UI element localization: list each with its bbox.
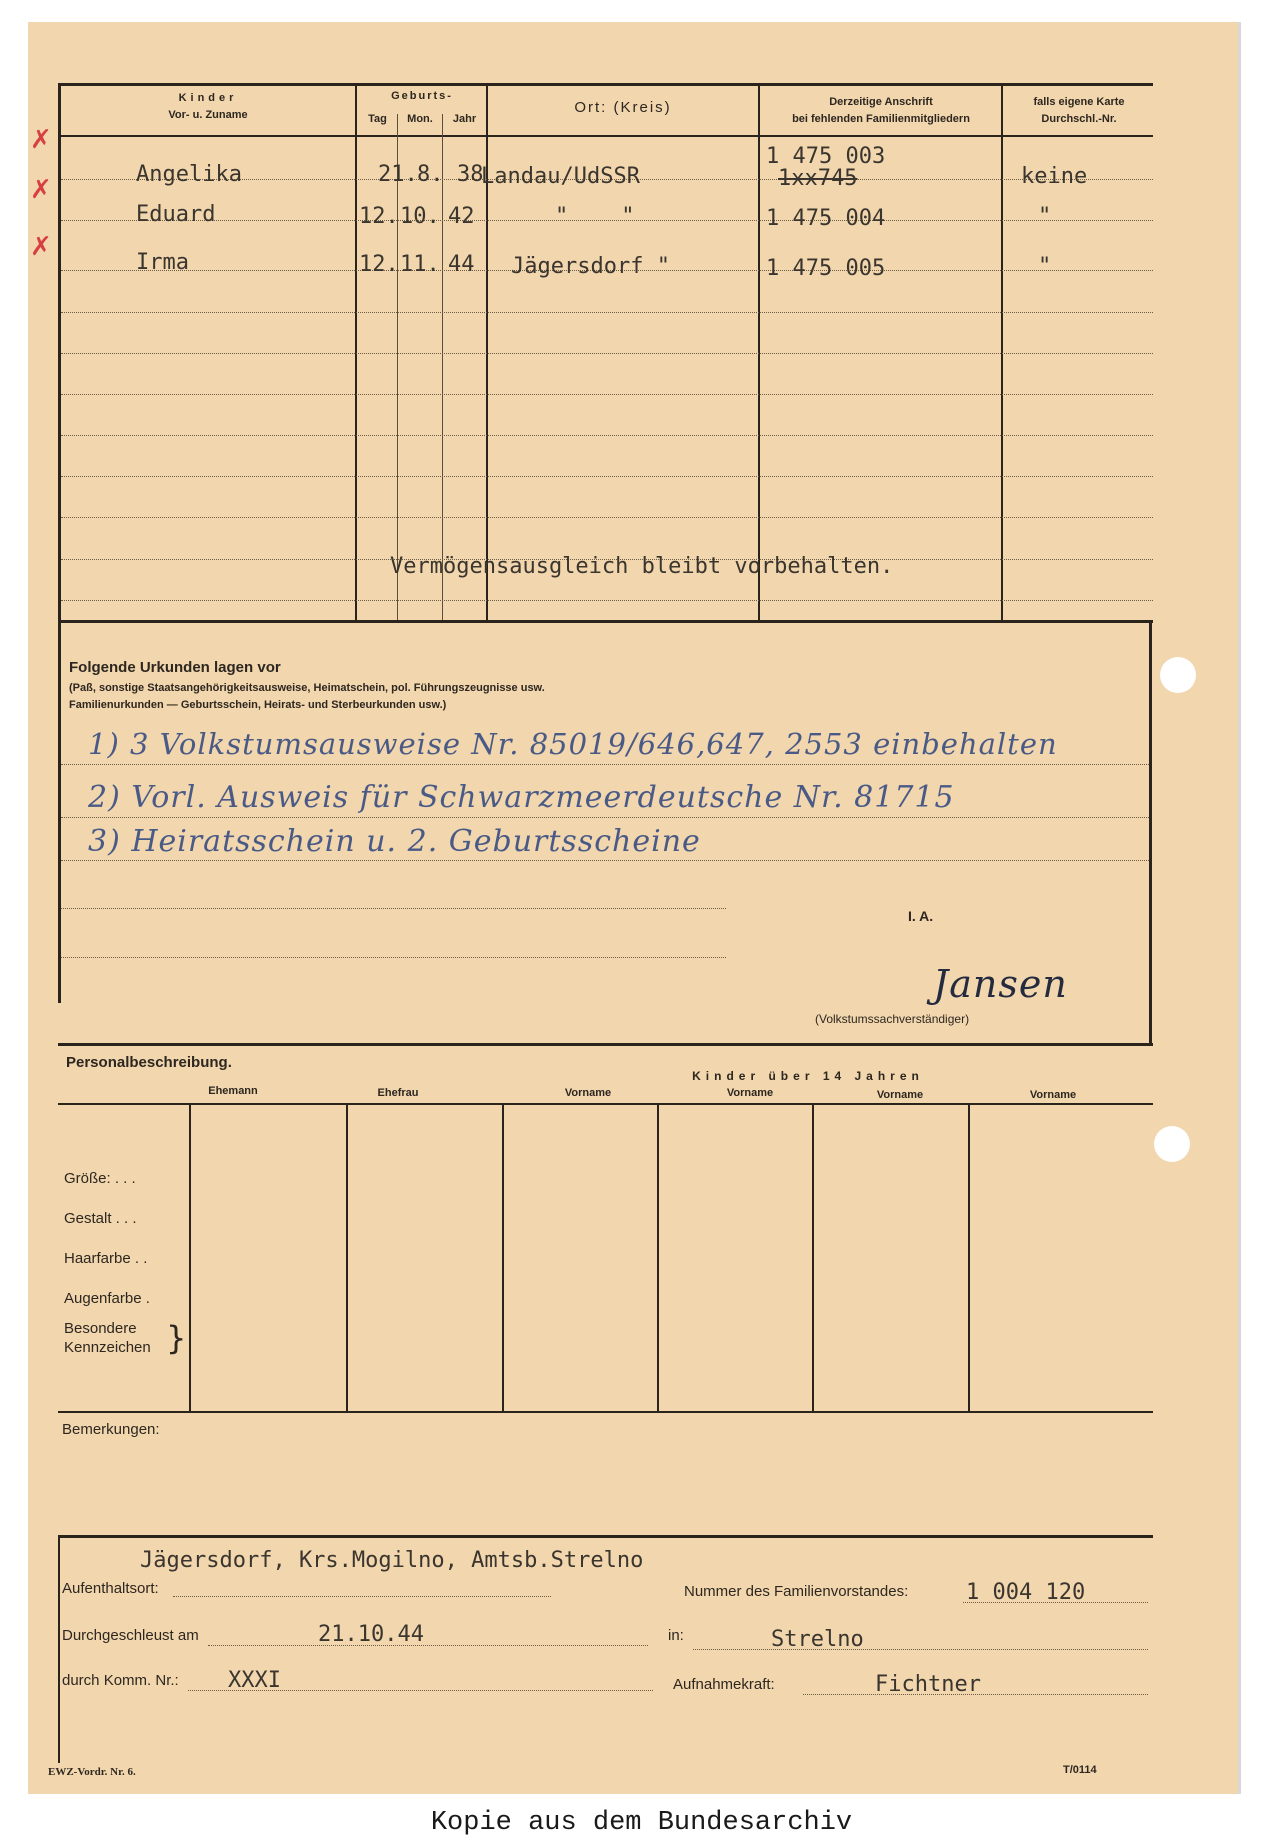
row-groesse: Größe: . . . <box>64 1170 136 1187</box>
bemerkungen-label: Bemerkungen: <box>62 1421 160 1438</box>
family-head-number: 1 004 120 <box>966 1580 1086 1605</box>
place-label: in: <box>668 1627 684 1644</box>
col-vorname: Vorname <box>726 1087 774 1099</box>
child-card-number: " <box>1038 254 1052 279</box>
child-birth-year: 42 <box>448 204 475 229</box>
asset-note: Vermögensausgleich bleibt vorbehalten. <box>390 554 894 579</box>
header-geburts: Geburts- <box>391 90 453 102</box>
brace-icon: } <box>166 1319 187 1357</box>
residence-label: Aufenthaltsort: <box>62 1580 159 1597</box>
col-vorname: Vorname <box>876 1089 924 1101</box>
archive-caption: Kopie aus dem Bundesarchiv <box>430 1808 853 1838</box>
header-kinder: Kinder <box>178 92 238 104</box>
signature: Jansen <box>933 962 1068 1006</box>
child-birth-day: 12. <box>359 204 399 229</box>
child-birth-month: 10. <box>400 204 440 229</box>
document-line: 2) Vorl. Ausweis für Schwarzmeerdeutsche Nr. 81715 <box>88 780 955 815</box>
document-line: 1) 3 Volkstumsausweise Nr. 85019/646,647, 2553 einbehalten <box>88 727 1058 761</box>
child-birth-month: 8. <box>417 162 444 187</box>
header-karte-sub: Durchschl.-Nr. <box>1041 113 1117 125</box>
child-birth-place: " " <box>555 204 635 229</box>
intake-value: Fichtner <box>875 1672 981 1697</box>
col-ehefrau: Ehefrau <box>377 1087 419 1099</box>
documents-subtitle: (Paß, sonstige Staatsangehörigkeitsausweise, Heimatschein, pol. Führungszeugnisse usw. <box>69 682 545 694</box>
punch-hole-top <box>1160 657 1196 693</box>
red-x-mark: ✗ <box>30 175 52 205</box>
col-vorname: Vorname <box>564 1087 612 1099</box>
header-tag: Tag <box>368 113 387 125</box>
child-name: Eduard <box>136 202 216 227</box>
form-page <box>28 22 1241 1794</box>
header-mon: Mon. <box>407 113 433 125</box>
child-address-number: 1 475 003 <box>766 144 886 169</box>
commission-value: XXXI <box>228 1668 281 1693</box>
child-birth-place: Jägersdorf " <box>511 254 670 279</box>
row-besondere: Besondere <box>64 1320 137 1337</box>
header-ort: Ort: (Kreis) <box>574 99 672 116</box>
child-address-number-struck: 1xx745 <box>778 166 858 191</box>
residence-value: Jägersdorf, Krs.Mogilno, Amtsb.Strelno <box>140 1548 644 1573</box>
commission-label: durch Komm. Nr.: <box>62 1672 179 1689</box>
place-value: Strelno <box>771 1627 864 1652</box>
form-code: T/0114 <box>1063 1764 1097 1776</box>
ia-label: I. A. <box>908 908 934 924</box>
kinder-over-14-header: Kinder über 14 Jahren <box>692 1069 924 1083</box>
punch-hole-bottom <box>1154 1126 1190 1162</box>
document-line: 3) Heiratsschein u. 2. Geburtsscheine <box>88 824 701 859</box>
row-gestalt: Gestalt . . . <box>64 1210 137 1227</box>
red-x-mark: ✗ <box>30 125 52 155</box>
child-address-number: 1 475 005 <box>766 256 886 281</box>
child-birth-year: 44 <box>448 252 475 277</box>
child-birth-month: 11. <box>400 252 440 277</box>
red-x-mark: ✗ <box>30 232 52 262</box>
col-ehemann: Ehemann <box>208 1085 258 1097</box>
child-card-number: keine <box>1021 164 1088 189</box>
form-id: EWZ-Vordr. Nr. 6. <box>48 1766 136 1778</box>
child-name: Irma <box>136 250 189 275</box>
header-anschrift: Derzeitige Anschrift <box>829 96 933 108</box>
header-kinder-sub: Vor- u. Zuname <box>168 109 248 121</box>
row-augenfarbe: Augenfarbe . <box>64 1290 150 1307</box>
personal-title: Personalbeschreibung. <box>66 1054 232 1071</box>
child-birth-year: 38 <box>457 162 484 187</box>
documents-title: Folgende Urkunden lagen vor <box>69 659 281 676</box>
header-anschrift-sub: bei fehlenden Familienmitgliedern <box>792 113 970 125</box>
signer-label: (Volkstumssachverständiger) <box>815 1012 970 1026</box>
child-birth-place: Landau/UdSSR <box>481 164 640 189</box>
row-haarfarbe: Haarfarbe . . <box>64 1250 148 1267</box>
intake-label: Aufnahmekraft: <box>673 1676 775 1693</box>
documents-subtitle: Familienurkunden — Geburtsschein, Heirats- und Sterbeurkunden usw.) <box>69 699 447 711</box>
child-name: Angelika <box>136 162 242 187</box>
child-birth-day: 12. <box>359 252 399 277</box>
processed-date-label: Durchgeschleust am <box>62 1627 199 1644</box>
header-jahr: Jahr <box>452 113 477 125</box>
child-card-number: " <box>1038 204 1052 229</box>
header-karte: falls eigene Karte <box>1033 96 1125 108</box>
child-birth-day: 21. <box>378 162 418 187</box>
family-head-label: Nummer des Familienvorstandes: <box>684 1583 909 1600</box>
processed-date: 21.10.44 <box>318 1622 424 1647</box>
col-vorname: Vorname <box>1029 1089 1077 1101</box>
child-address-number: 1 475 004 <box>766 206 886 231</box>
row-kennzeichen: Kennzeichen <box>64 1339 151 1356</box>
